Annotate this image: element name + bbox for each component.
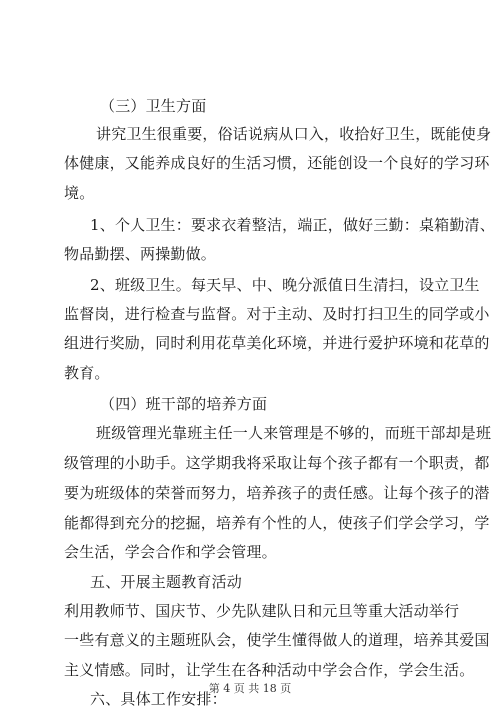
section-heading-class-cadre: （四）班干部的培养方面 [100,395,268,413]
paragraph-line: 级管理的小助手。这学期我将采取让每个孩子都有一个职责，都 [64,454,490,472]
page-number-footer: 第 4 页 共 18 页 [208,682,292,695]
paragraph-line: 体健康，又能养成良好的生活习惯，还能创设一个良好的学习环 [64,154,490,172]
section-heading-hygiene: （三）卫生方面 [100,97,207,115]
paragraph-line: 班级管理光靠班主任一人来管理是不够的，而班干部却是班 [96,424,492,442]
paragraph-line: 会生活，学会合作和学会管理。 [64,543,277,561]
paragraph-line: 主义情感。同时，让学生在各种活动中学会合作，学会生活。 [64,661,475,679]
paragraph-line: 一些有意义的主题班队会，使学生懂得做人的道理，培养其爱国 [64,631,490,649]
paragraph-line: 1、个人卫生：要求衣着整洁，端正，做好三勤：桌箱勤清、 [90,216,495,234]
section-heading-work-plan: 六、具体工作安排： [90,690,227,708]
paragraph-line: 讲究卫生很重要，俗话说病从口入，收拾好卫生，既能使身 [96,125,492,143]
paragraph-line: 能都得到充分的挖掘，培养有个性的人，使孩子们学会学习，学 [64,514,490,532]
paragraph-line: 监督岗，进行检查与监督。对于主动、及时打扫卫生的同学或小 [64,305,490,323]
paragraph-line: 2、班级卫生。每天早、中、晚分派值日生清扫，设立卫生 [90,276,480,294]
paragraph-line: 要为班级体的荣誉而努力，培养孩子的责任感。让每个孩子的潜 [64,484,490,502]
paragraph-line: 境。 [64,184,95,202]
paragraph-line: 教育。 [64,364,110,382]
paragraph-line: 物品勤摆、两操勤做。 [64,245,217,263]
paragraph-line: 利用教师节、国庆节、少先队建队日和元旦等重大活动举行 [64,602,460,620]
paragraph-line: 组进行奖励，同时利用花草美化环境，并进行爱护环境和花草的 [64,334,490,352]
section-heading-theme-education: 五、开展主题教育活动 [90,573,243,591]
